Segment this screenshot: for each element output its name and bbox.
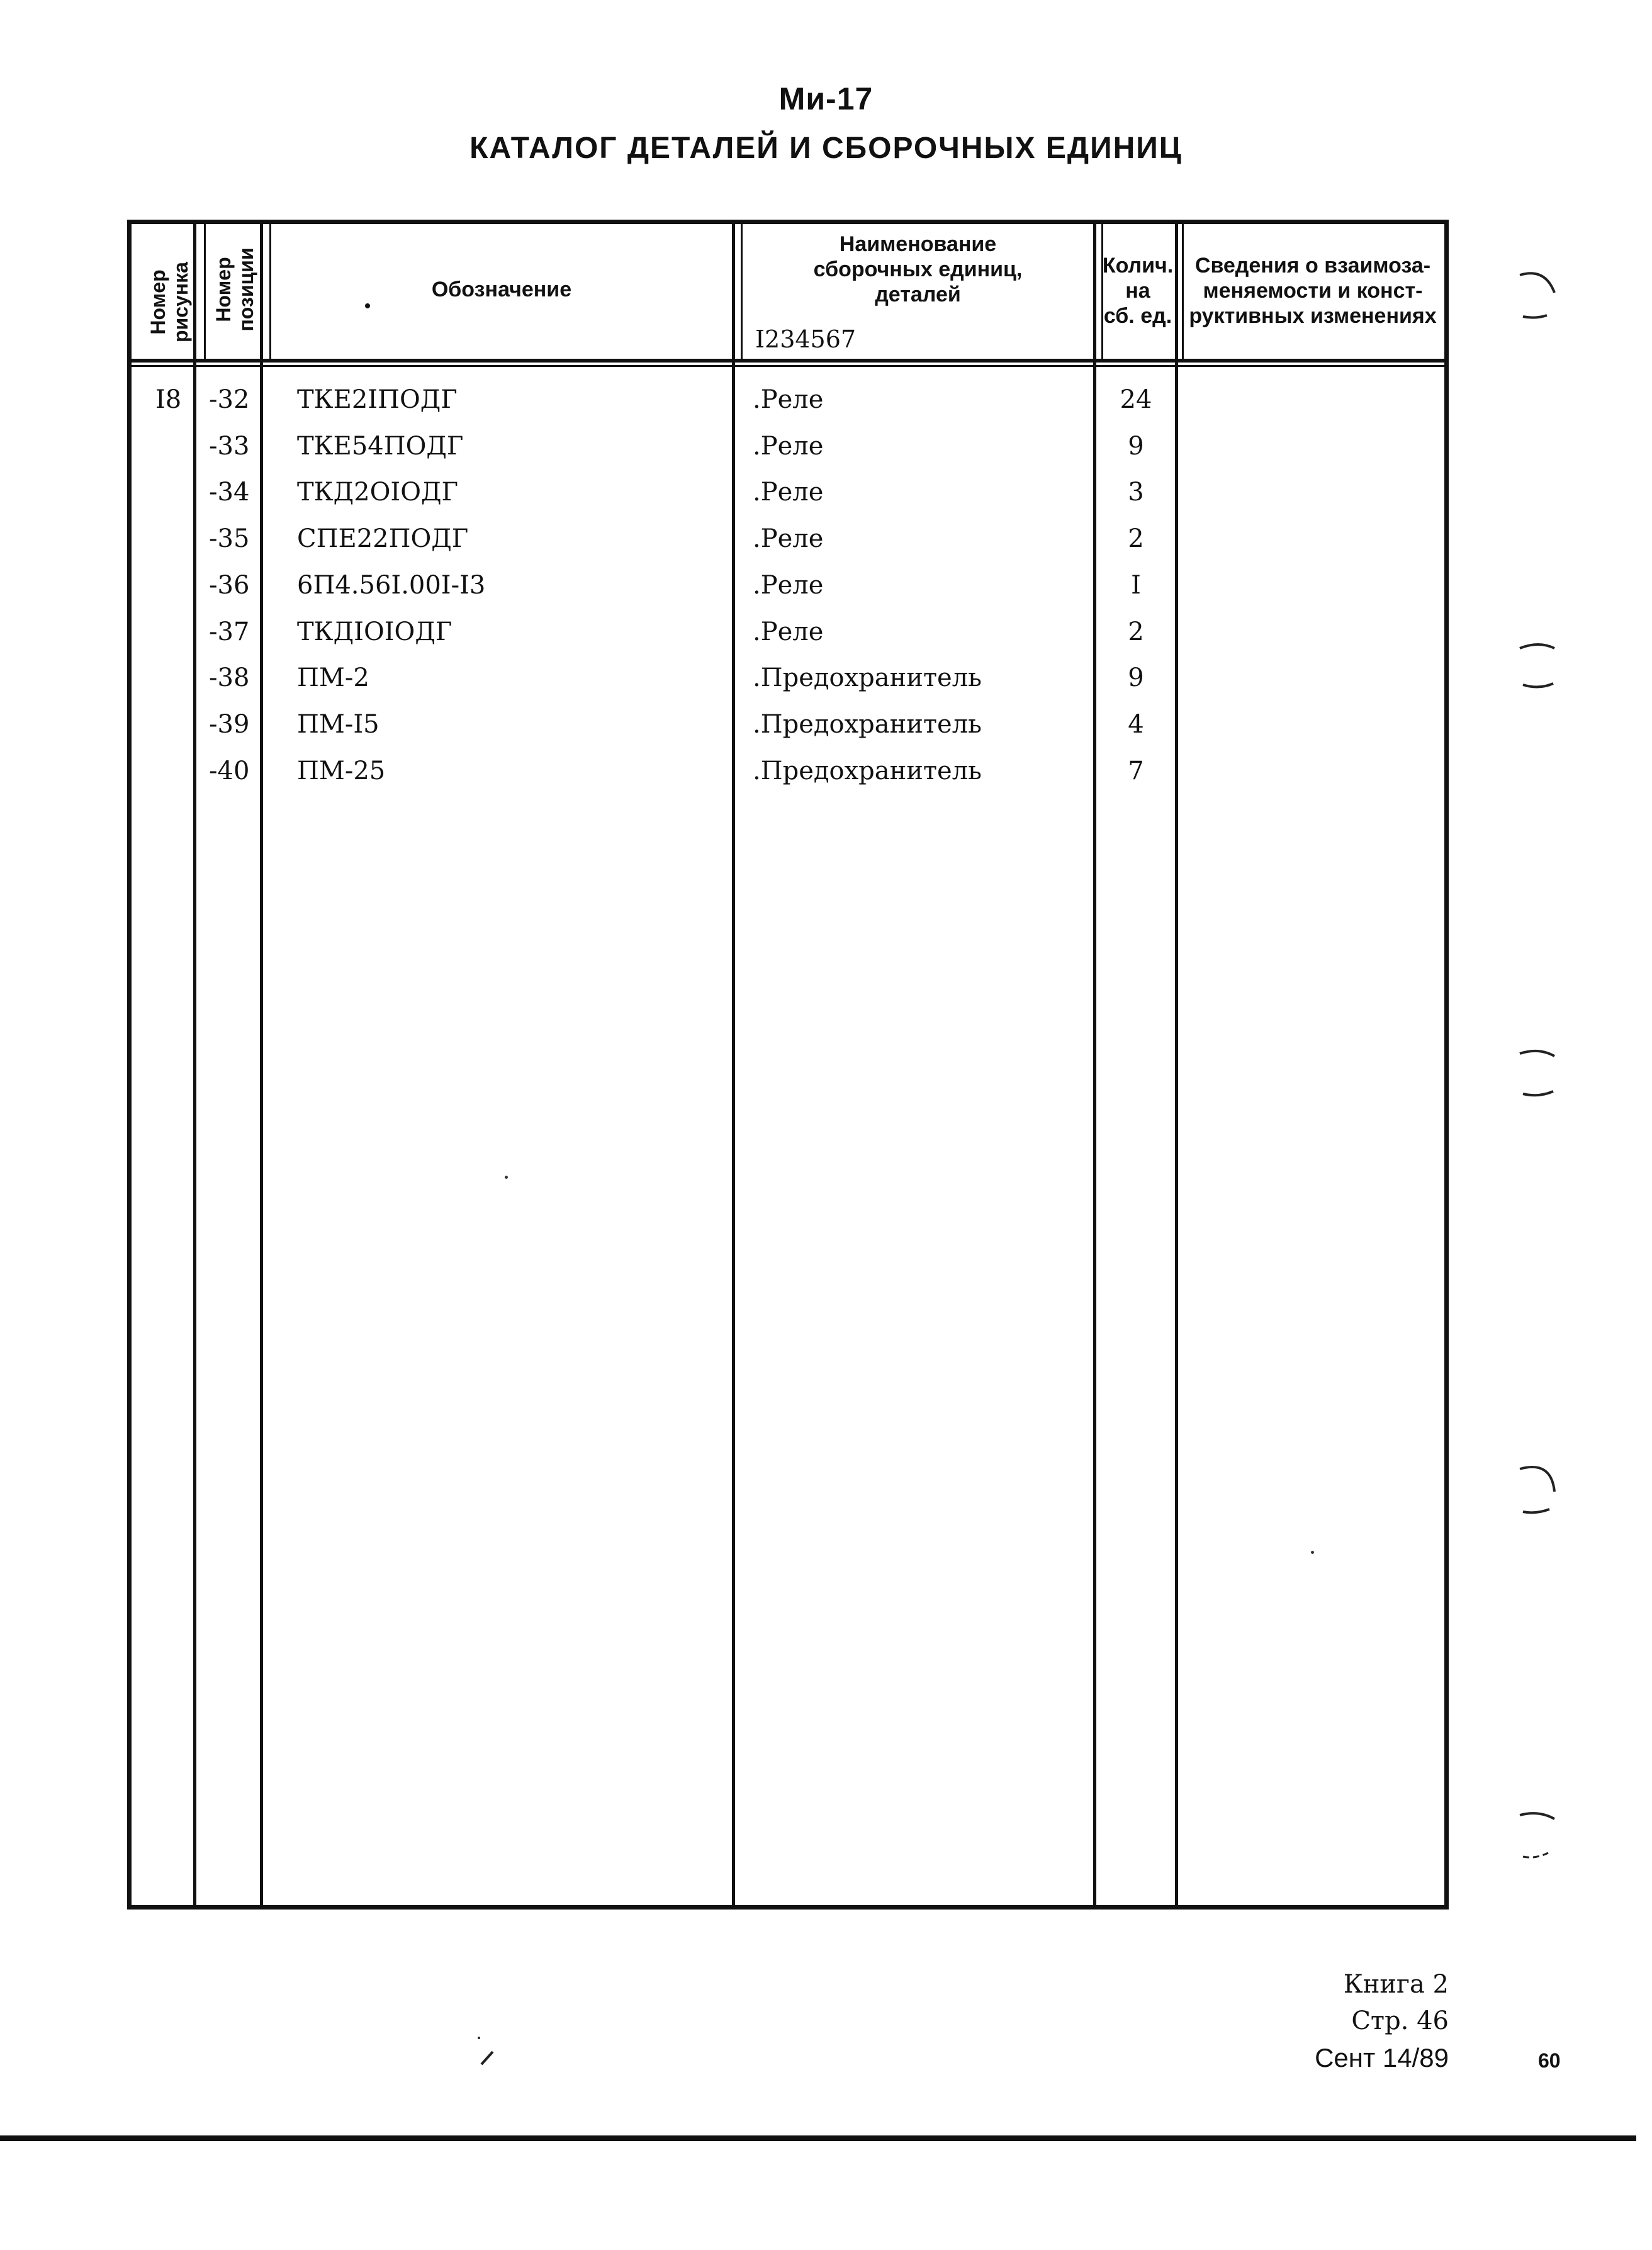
designation-cell: СПЕ22ПОДГ [297,524,469,553]
qty-header-line3: сб. ед. [1103,304,1172,328]
header-divider-inner [127,365,1449,367]
position-cell: -33 [209,432,250,461]
qty-cell: 7 [1128,757,1144,785]
book-label: Книга 2 [1343,1970,1449,1999]
figure-number-header [147,236,197,368]
qty-cell: I [1131,571,1141,600]
binder-hole-icon [1517,1460,1561,1517]
col-divider-4 [1093,220,1096,1910]
col-divider-1b [204,220,206,361]
designation-cell: ТКЕ2IПОДГ [297,385,458,414]
col-divider-1 [193,220,196,1910]
position-cell: -36 [209,571,250,600]
col-divider-3 [732,220,735,1910]
position-cell: -38 [209,663,250,692]
binder-hole-icon [1517,1045,1561,1101]
figure-cell: I8 [155,385,182,414]
model-title: Ми-17 [778,81,874,116]
binder-hole-icon [1517,636,1561,692]
figure-header-line2: рисунка [169,262,192,342]
name-cell: .Предохранитель [753,710,982,739]
qty-cell: 3 [1128,478,1144,507]
qty-header-line2: на [1125,279,1150,303]
header-dot [365,303,370,308]
notes-header-line1: Сведения о взаимоза- [1194,254,1431,278]
name-header-line3: деталей [875,283,961,307]
scan-speck [505,1176,508,1179]
qty-cell: 24 [1120,385,1152,414]
qty-cell: 2 [1128,524,1144,553]
name-cell: .Реле [753,524,824,553]
col-divider-2 [260,220,263,1910]
qty-cell: 4 [1128,710,1144,739]
name-indent-scale: I234567 [755,325,857,353]
notes-header-line2: меняемости и конст- [1203,279,1423,303]
position-cell: -37 [209,617,250,646]
position-cell: -40 [209,757,250,785]
name-cell: .Реле [753,571,824,600]
position-cell: -34 [209,478,250,507]
position-cell: -35 [209,524,250,553]
designation-cell: ПМ-I5 [297,710,379,739]
figure-header-line1: Номер [147,269,169,335]
designation-header: Обозначение [431,278,572,301]
name-header-line2: сборочных единиц, [813,257,1023,281]
name-cell: .Предохранитель [753,663,982,692]
qty-cell: 9 [1128,432,1144,461]
designation-cell: ТКЕ54ПОДГ [297,432,464,461]
binder-hole-icon [1517,267,1561,324]
col-divider-5 [1175,220,1178,1910]
scan-speck [1311,1551,1314,1554]
revision-date: Сент 14/89 [1315,2043,1449,2073]
name-cell: .Реле [753,478,824,507]
pen-mark-icon [475,2033,500,2071]
page-label: Стр. 46 [1351,2006,1449,2035]
header-divider [127,359,1449,363]
qty-header-line1: Колич. [1102,254,1174,278]
notes-header [1178,253,1447,329]
designation-cell: ПМ-25 [297,757,386,785]
parts-table-frame [127,220,1449,1910]
name-header [743,232,1093,307]
position-header-line1: Номер [212,257,235,322]
position-cell: -32 [209,385,250,414]
position-cell: -39 [209,710,250,739]
sheet-number: 60 [1538,2049,1561,2072]
designation-cell: ПМ-2 [297,663,369,692]
name-cell: .Предохранитель [753,757,982,785]
designation-cell: 6П4.56I.00I-I3 [297,571,486,600]
binder-hole-icon [1517,1806,1561,1863]
name-cell: .Реле [753,432,824,461]
quantity-header [1098,253,1178,329]
qty-cell: 9 [1128,663,1144,692]
designation-cell: ТКД2OIОДГ [297,478,458,507]
designation-cell: ТКДIOIОДГ [297,617,452,646]
name-cell: .Реле [753,617,824,646]
qty-cell: 2 [1128,617,1144,646]
position-header-line2: позиции [235,247,257,332]
name-cell: .Реле [753,385,824,414]
catalog-title: КАТАЛОГ ДЕТАЛЕЙ И СБОРОЧНЫХ ЕДИНИЦ [469,132,1183,165]
position-number-header [212,223,262,356]
name-header-line1: Наименование [839,232,997,256]
bottom-rule [0,2135,1636,2141]
notes-header-line3: руктивных изменениях [1189,304,1437,328]
